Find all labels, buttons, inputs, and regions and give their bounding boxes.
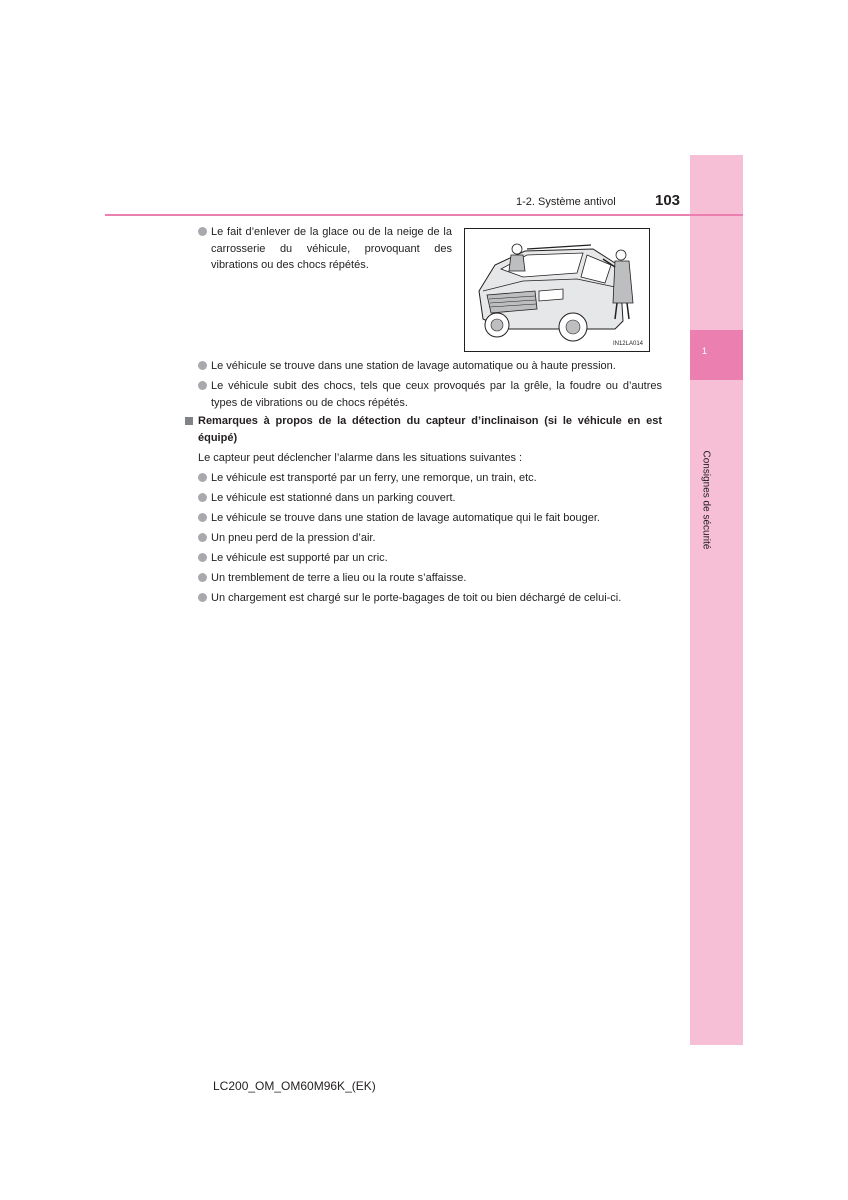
header-section-title: 1-2. Système antivol — [516, 196, 616, 208]
header-divider — [105, 214, 743, 216]
mid-bullet-list — [198, 358, 662, 411]
chapter-side-tab — [690, 155, 743, 1045]
top-bullet-list — [198, 224, 452, 274]
list-item-text: Un tremblement de terre a lieu ou la route s’affaisse. — [211, 571, 467, 584]
bullet-icon — [198, 473, 207, 482]
list-item — [198, 530, 662, 547]
bullet-icon — [198, 593, 207, 602]
footer-document-code: LC200_OM_OM60M96K_(EK) — [213, 1079, 376, 1093]
list-item — [198, 550, 662, 567]
tilt-sensor-section — [185, 413, 662, 606]
bullet-icon — [198, 227, 207, 236]
section-intro: Le capteur peut déclencher l’alarme dans les situations suivantes : — [198, 451, 523, 464]
chapter-title: Consignes de sécurité — [700, 450, 712, 550]
list-item — [198, 590, 662, 607]
section-bullet-list — [185, 470, 662, 607]
bullet-icon — [198, 493, 207, 502]
list-item-text: Un chargement est chargé sur le porte-bagages de toit ou bien déchargé de celui-ci. — [211, 591, 622, 604]
chapter-number: 1 — [702, 346, 708, 356]
list-item — [198, 470, 662, 487]
bullet-icon — [198, 553, 207, 562]
page-number: 103 — [655, 192, 681, 209]
bullet-icon — [198, 513, 207, 522]
vehicle-illustration — [464, 228, 650, 352]
list-item — [198, 490, 662, 507]
chapter-tab-active — [690, 330, 743, 380]
list-item-text: Le véhicule est transporté par un ferry, une remorque, un train, etc. — [211, 471, 537, 484]
list-item — [198, 570, 662, 587]
car-with-people-drawing — [465, 229, 649, 351]
bullet-icon — [198, 573, 207, 582]
list-item-text: Le véhicule se trouve dans une station de lavage automatique qui le fait bouger. — [211, 511, 600, 524]
section-heading-text: Remarques à propos de la détection du capteur d’inclinaison (si le véhicule en est équipé) — [198, 415, 662, 444]
list-item — [198, 378, 662, 411]
section-heading — [185, 413, 662, 446]
bullet-icon — [198, 533, 207, 542]
list-item-text: Le fait d’enlever de la glace ou de la neige de la carrosserie du véhicule, provoquant des vibrations ou des chocs répétés. — [211, 226, 452, 271]
bullet-icon — [198, 381, 207, 390]
list-item-text: Le véhicule est supporté par un cric. — [211, 551, 388, 564]
list-item — [198, 358, 662, 375]
list-item-text: Le véhicule subit des chocs, tels que ceux provoqués par la grêle, la foudre ou d’autres types de vibrations ou de chocs répétés. — [211, 380, 662, 409]
list-item-text: Un pneu perd de la pression d’air. — [211, 531, 376, 544]
square-bullet-icon — [185, 417, 193, 425]
list-item — [198, 510, 662, 527]
list-item — [198, 224, 452, 274]
list-item-text: Le véhicule est stationné dans un parking couvert. — [211, 491, 456, 504]
bullet-icon — [198, 361, 207, 370]
list-item-text: Le véhicule se trouve dans une station de lavage automatique ou à haute pression. — [211, 360, 616, 372]
figure-code-label: IN12LA014 — [612, 341, 643, 347]
